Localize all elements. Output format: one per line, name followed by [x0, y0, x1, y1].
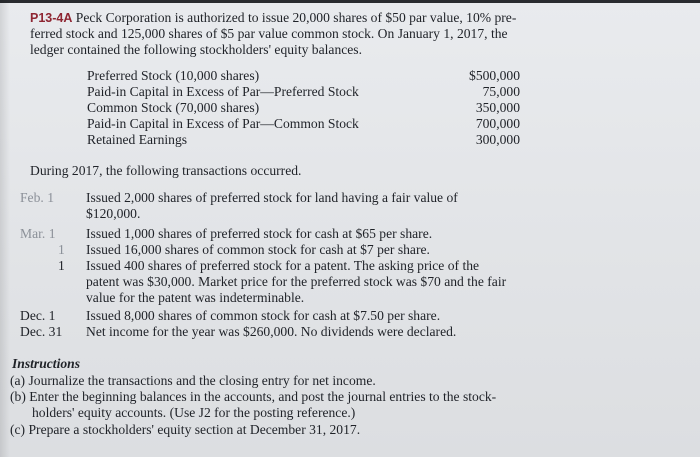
- balance-label: Preferred Stock (10,000 shares): [87, 68, 260, 83]
- transaction-line: Issued 1,000 shares of preferred stock for cash at $65 per share.: [86, 226, 433, 241]
- intro-line-1: [30, 10, 516, 26]
- transaction-date: 1: [58, 258, 65, 273]
- transaction-line: Issued 2,000 shares of preferred stock for land having a fair value of: [86, 190, 458, 205]
- balance-amount: $500,000: [469, 68, 520, 83]
- transaction-line: Net income for the year was $260,000. No dividends were declared.: [86, 324, 457, 339]
- transaction-line: $120,000.: [86, 206, 141, 221]
- balance-amount: 300,000: [475, 132, 520, 147]
- balance-amount: 350,000: [475, 100, 520, 115]
- problem-id: P13-4A: [30, 11, 73, 25]
- transaction-line: Issued 400 shares of preferred stock for a patent. The asking price of the: [86, 258, 480, 273]
- transaction-line: Issued 8,000 shares of common stock for cash at $7.50 per share.: [86, 308, 441, 323]
- instruction-item-cont: holders' equity accounts. (Use J2 for the posting reference.): [32, 405, 356, 420]
- transaction-date: Feb. 1: [20, 190, 54, 205]
- balance-amount: 700,000: [475, 116, 520, 131]
- transaction-date: Mar. 1: [20, 226, 56, 241]
- balance-amount: 75,000: [482, 84, 520, 99]
- transaction-date: 1: [58, 242, 65, 257]
- intro-text-1: Peck Corporation is authorized to issue 20,000 shares of $50 par value, 10% pre-: [75, 10, 517, 25]
- transaction-line: Issued 16,000 shares of common stock for cash at $7 per share.: [86, 242, 430, 257]
- instruction-item: (b) Enter the beginning balances in the accounts, and post the journal entries to the stock-: [10, 389, 497, 404]
- balance-label: Common Stock (70,000 shares): [87, 100, 260, 115]
- balance-label: Retained Earnings: [87, 132, 188, 147]
- instruction-item: (c) Prepare a stockholders' equity section at December 31, 2017.: [10, 422, 361, 437]
- balance-label: Paid-in Capital in Excess of Par—Common Stock: [87, 116, 359, 131]
- instruction-item: (a) Journalize the transactions and the closing entry for net income.: [10, 373, 376, 388]
- instructions-heading: Instructions: [12, 356, 81, 371]
- during-text: During 2017, the following transactions occurred.: [30, 163, 302, 178]
- transaction-line: patent was $30,000. Market price for the preferred stock was $70 and the fair: [86, 274, 507, 289]
- balance-label: Paid-in Capital in Excess of Par—Preferred Stock: [87, 84, 359, 99]
- intro-line-3: ledger contained the following stockholders' equity balances.: [30, 42, 362, 57]
- transaction-date: Dec. 1: [20, 308, 56, 323]
- transaction-line: value for the patent was indeterminable.: [86, 290, 305, 305]
- transaction-date: Dec. 31: [20, 324, 63, 339]
- intro-line-2: ferred stock and 125,000 shares of $5 par value common stock. On January 1, 2017, the: [30, 26, 508, 41]
